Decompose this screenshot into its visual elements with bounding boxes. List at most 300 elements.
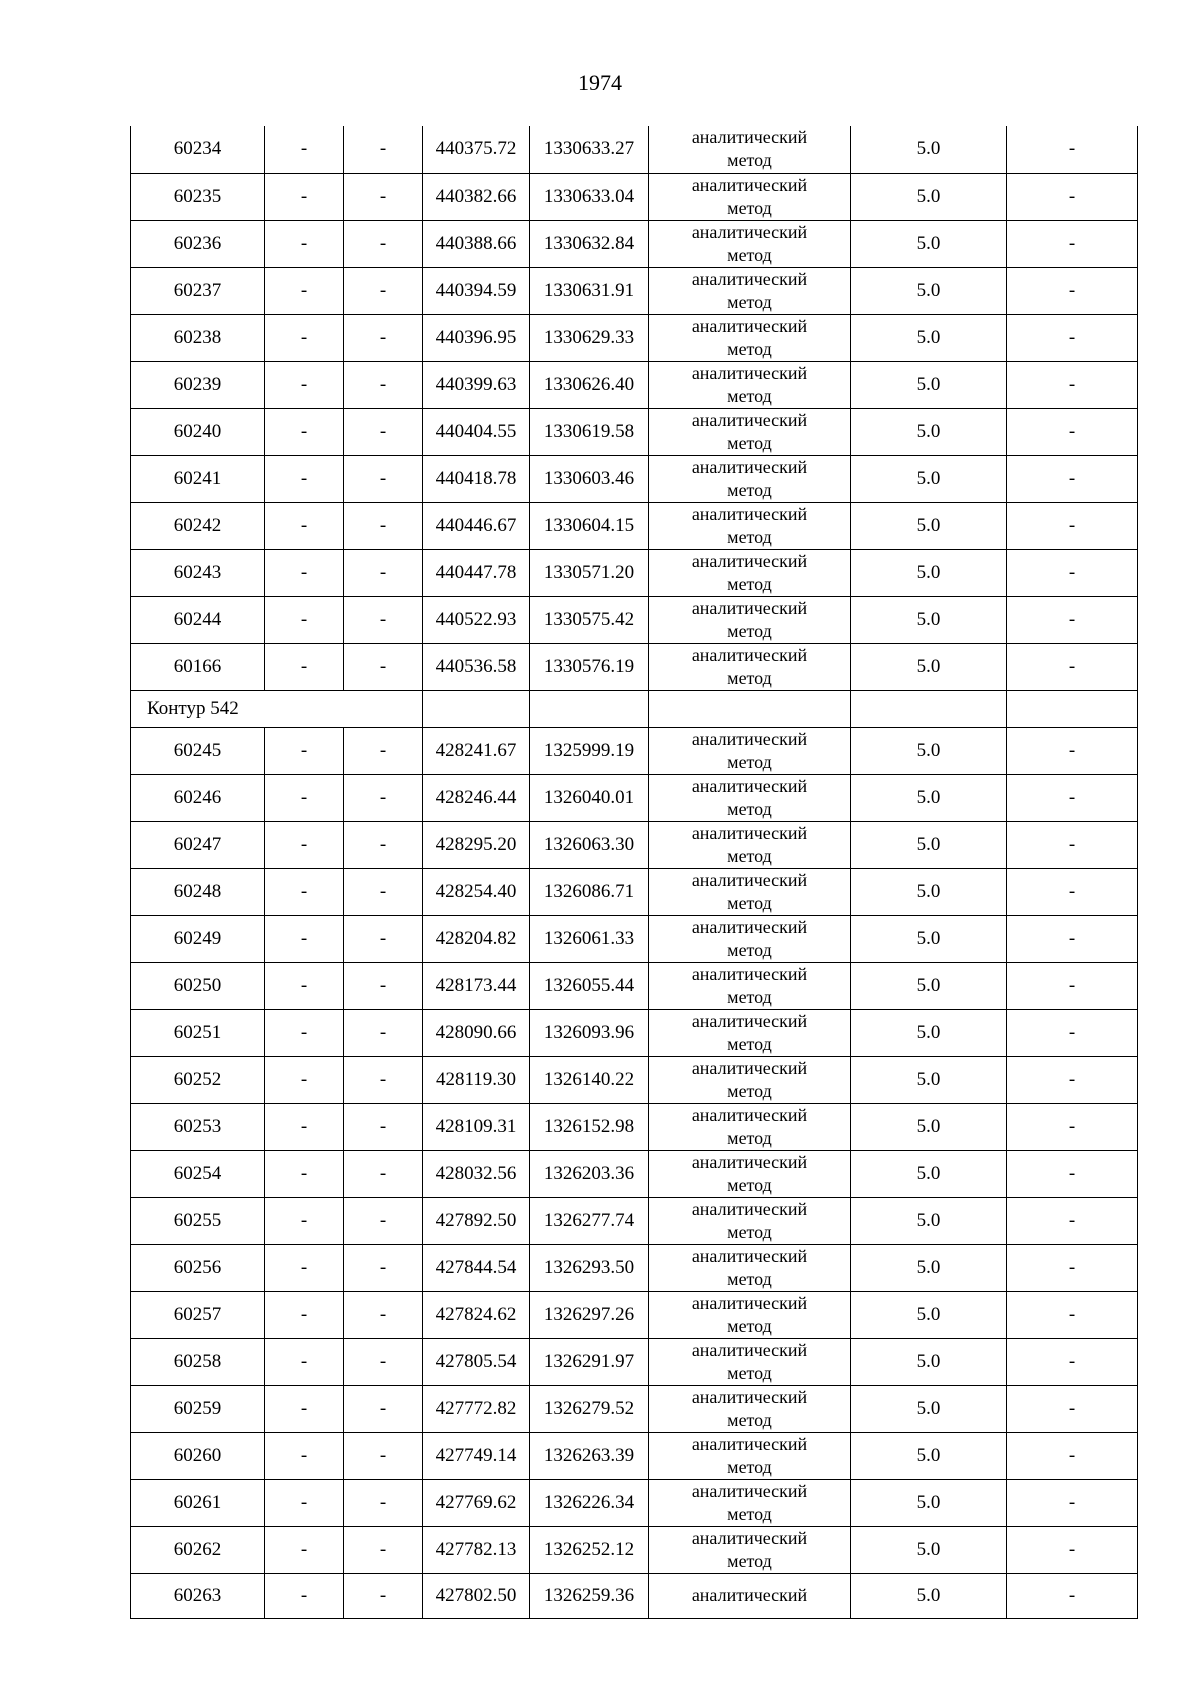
accuracy-cell: 5.0 bbox=[851, 1244, 1007, 1291]
dash-cell: - bbox=[265, 549, 344, 596]
dash-cell: - bbox=[1007, 549, 1138, 596]
method-line-1: аналитический bbox=[691, 1010, 808, 1031]
accuracy-cell: 5.0 bbox=[851, 126, 1007, 173]
table-row bbox=[131, 1526, 1138, 1573]
accuracy-cell: 5.0 bbox=[851, 408, 1007, 455]
accuracy-cell: 5.0 bbox=[851, 1197, 1007, 1244]
method-line-1: аналитический bbox=[691, 1057, 808, 1078]
dash-cell: - bbox=[1007, 267, 1138, 314]
x-coordinate-cell: 427844.54 bbox=[423, 1244, 530, 1291]
point-id-cell: 60254 bbox=[131, 1150, 265, 1197]
method-cell bbox=[649, 173, 851, 220]
dash-cell: - bbox=[344, 1056, 423, 1103]
method-cell bbox=[649, 774, 851, 821]
method-cell bbox=[649, 549, 851, 596]
dash-cell: - bbox=[265, 1432, 344, 1479]
accuracy-cell: 5.0 bbox=[851, 361, 1007, 408]
method-line-2: метод bbox=[727, 892, 772, 913]
method-cell bbox=[649, 1009, 851, 1056]
dash-cell: - bbox=[1007, 408, 1138, 455]
dash-cell: - bbox=[344, 1009, 423, 1056]
method-line-2: метод bbox=[727, 798, 772, 819]
table-row bbox=[131, 596, 1138, 643]
x-coordinate-cell: 428173.44 bbox=[423, 962, 530, 1009]
dash-cell: - bbox=[344, 915, 423, 962]
dash-cell: - bbox=[1007, 1432, 1138, 1479]
dash-cell: - bbox=[265, 502, 344, 549]
method-cell bbox=[649, 408, 851, 455]
dash-cell: - bbox=[344, 267, 423, 314]
method-cell bbox=[649, 1385, 851, 1432]
y-coordinate-cell: 1326063.30 bbox=[530, 821, 649, 868]
table-row bbox=[131, 502, 1138, 549]
method-line-2: метод bbox=[727, 197, 772, 218]
y-coordinate-cell: 1330619.58 bbox=[530, 408, 649, 455]
dash-cell: - bbox=[265, 1291, 344, 1338]
method-line-2: метод bbox=[727, 939, 772, 960]
method-cell bbox=[649, 727, 851, 774]
dash-cell: - bbox=[344, 643, 423, 690]
x-coordinate-cell: 428090.66 bbox=[423, 1009, 530, 1056]
method-cell bbox=[649, 1291, 851, 1338]
y-coordinate-cell: 1330631.91 bbox=[530, 267, 649, 314]
dash-cell: - bbox=[344, 596, 423, 643]
x-coordinate-cell: 428119.30 bbox=[423, 1056, 530, 1103]
point-id-cell: 60166 bbox=[131, 643, 265, 690]
dash-cell: - bbox=[344, 1291, 423, 1338]
y-coordinate-cell: 1326297.26 bbox=[530, 1291, 649, 1338]
dash-cell: - bbox=[1007, 868, 1138, 915]
method-line-2: метод bbox=[727, 291, 772, 312]
y-coordinate-cell: 1330575.42 bbox=[530, 596, 649, 643]
accuracy-cell: 5.0 bbox=[851, 1479, 1007, 1526]
method-line-2: метод bbox=[727, 150, 772, 171]
dash-cell: - bbox=[344, 727, 423, 774]
dash-cell: - bbox=[1007, 727, 1138, 774]
method-line-2: метод bbox=[727, 385, 772, 406]
dash-cell: - bbox=[1007, 455, 1138, 502]
method-cell bbox=[649, 1197, 851, 1244]
table-row bbox=[131, 361, 1138, 408]
accuracy-cell: 5.0 bbox=[851, 549, 1007, 596]
method-cell bbox=[649, 1103, 851, 1150]
empty-cell bbox=[423, 690, 530, 727]
contour-label: Контур 542 bbox=[131, 690, 423, 727]
method-line-1: аналитический bbox=[691, 869, 808, 890]
dash-cell: - bbox=[344, 126, 423, 173]
table-row bbox=[131, 962, 1138, 1009]
x-coordinate-cell: 428241.67 bbox=[423, 727, 530, 774]
dash-cell: - bbox=[265, 1338, 344, 1385]
accuracy-cell: 5.0 bbox=[851, 502, 1007, 549]
method-line-1: аналитический bbox=[691, 127, 808, 148]
method-line-2: метод bbox=[727, 244, 772, 265]
x-coordinate-cell: 427782.13 bbox=[423, 1526, 530, 1573]
table-row bbox=[131, 774, 1138, 821]
dash-cell: - bbox=[344, 1338, 423, 1385]
x-coordinate-cell: 428204.82 bbox=[423, 915, 530, 962]
method-line-1: аналитический bbox=[691, 1245, 808, 1266]
dash-cell: - bbox=[265, 962, 344, 1009]
dash-cell: - bbox=[265, 1197, 344, 1244]
accuracy-cell: 5.0 bbox=[851, 1385, 1007, 1432]
method-line-2: метод bbox=[727, 1127, 772, 1148]
method-cell bbox=[649, 596, 851, 643]
x-coordinate-cell: 427769.62 bbox=[423, 1479, 530, 1526]
method-line-1: аналитический bbox=[691, 963, 808, 984]
method-cell bbox=[649, 1432, 851, 1479]
empty-cell bbox=[851, 690, 1007, 727]
method-line-1: аналитический bbox=[691, 409, 808, 430]
dash-cell: - bbox=[344, 868, 423, 915]
method-line-2: метод bbox=[727, 479, 772, 500]
dash-cell: - bbox=[344, 361, 423, 408]
y-coordinate-cell: 1326252.12 bbox=[530, 1526, 649, 1573]
table-row bbox=[131, 408, 1138, 455]
point-id-cell: 60235 bbox=[131, 173, 265, 220]
x-coordinate-cell: 440418.78 bbox=[423, 455, 530, 502]
x-coordinate-cell: 440536.58 bbox=[423, 643, 530, 690]
accuracy-cell: 5.0 bbox=[851, 173, 1007, 220]
dash-cell: - bbox=[1007, 1056, 1138, 1103]
point-id-cell: 60248 bbox=[131, 868, 265, 915]
dash-cell: - bbox=[1007, 502, 1138, 549]
accuracy-cell: 5.0 bbox=[851, 774, 1007, 821]
point-id-cell: 60246 bbox=[131, 774, 265, 821]
accuracy-cell: 5.0 bbox=[851, 821, 1007, 868]
point-id-cell: 60241 bbox=[131, 455, 265, 502]
dash-cell: - bbox=[1007, 915, 1138, 962]
method-line-2: метод bbox=[727, 1315, 772, 1336]
accuracy-cell: 5.0 bbox=[851, 596, 1007, 643]
accuracy-cell: 5.0 bbox=[851, 727, 1007, 774]
y-coordinate-cell: 1326152.98 bbox=[530, 1103, 649, 1150]
method-line-2: метод bbox=[727, 526, 772, 547]
method-line-2: метод bbox=[727, 1221, 772, 1242]
table-row bbox=[131, 1338, 1138, 1385]
x-coordinate-cell: 428032.56 bbox=[423, 1150, 530, 1197]
dash-cell: - bbox=[344, 962, 423, 1009]
page-number: 1974 bbox=[578, 70, 622, 95]
dash-cell: - bbox=[1007, 962, 1138, 1009]
dash-cell: - bbox=[1007, 1197, 1138, 1244]
dash-cell: - bbox=[265, 314, 344, 361]
dash-cell: - bbox=[1007, 1244, 1138, 1291]
point-id-cell: 60253 bbox=[131, 1103, 265, 1150]
method-line-2: метод bbox=[727, 1080, 772, 1101]
table-row bbox=[131, 1009, 1138, 1056]
x-coordinate-cell: 440522.93 bbox=[423, 596, 530, 643]
method-line-2: метод bbox=[727, 751, 772, 772]
method-line-1: аналитический bbox=[691, 1527, 808, 1548]
y-coordinate-cell: 1326259.36 bbox=[530, 1573, 649, 1618]
dash-cell: - bbox=[1007, 126, 1138, 173]
y-coordinate-cell: 1326055.44 bbox=[530, 962, 649, 1009]
x-coordinate-cell: 428109.31 bbox=[423, 1103, 530, 1150]
y-coordinate-cell: 1330604.15 bbox=[530, 502, 649, 549]
table-row bbox=[131, 1150, 1138, 1197]
method-line-1: аналитический bbox=[691, 775, 808, 796]
dash-cell: - bbox=[344, 1432, 423, 1479]
table-row bbox=[131, 868, 1138, 915]
empty-cell bbox=[1007, 690, 1138, 727]
point-id-cell: 60255 bbox=[131, 1197, 265, 1244]
accuracy-cell: 5.0 bbox=[851, 915, 1007, 962]
y-coordinate-cell: 1330632.84 bbox=[530, 220, 649, 267]
method-line-2: метод bbox=[727, 573, 772, 594]
method-cell bbox=[649, 1479, 851, 1526]
point-id-cell: 60249 bbox=[131, 915, 265, 962]
method-line-2: метод bbox=[727, 1362, 772, 1383]
point-id-cell: 60260 bbox=[131, 1432, 265, 1479]
table-row bbox=[131, 455, 1138, 502]
dash-cell: - bbox=[265, 1103, 344, 1150]
dash-cell: - bbox=[1007, 1338, 1138, 1385]
table-row bbox=[131, 220, 1138, 267]
table-row bbox=[131, 1244, 1138, 1291]
method-cell bbox=[649, 821, 851, 868]
point-id-cell: 60250 bbox=[131, 962, 265, 1009]
method-line-1: аналитический bbox=[691, 1151, 808, 1172]
y-coordinate-cell: 1326279.52 bbox=[530, 1385, 649, 1432]
table-row bbox=[131, 267, 1138, 314]
method-line-1: аналитический bbox=[691, 362, 808, 383]
x-coordinate-cell: 427824.62 bbox=[423, 1291, 530, 1338]
dash-cell: - bbox=[265, 455, 344, 502]
point-id-cell: 60243 bbox=[131, 549, 265, 596]
method-line-2: метод bbox=[727, 620, 772, 641]
dash-cell: - bbox=[1007, 220, 1138, 267]
dash-cell: - bbox=[265, 727, 344, 774]
point-id-cell: 60240 bbox=[131, 408, 265, 455]
method-cell bbox=[649, 1056, 851, 1103]
table-row bbox=[131, 1103, 1138, 1150]
dash-cell: - bbox=[1007, 1479, 1138, 1526]
method-line-1: аналитический bbox=[691, 1104, 808, 1125]
table-body bbox=[131, 126, 1138, 1618]
dash-cell: - bbox=[265, 126, 344, 173]
x-coordinate-cell: 427802.50 bbox=[423, 1573, 530, 1618]
table-row bbox=[131, 1291, 1138, 1338]
method-line-1: аналитический bbox=[691, 1585, 808, 1605]
method-line-1: аналитический bbox=[691, 916, 808, 937]
method-line-1: аналитический bbox=[691, 1433, 808, 1454]
y-coordinate-cell: 1330603.46 bbox=[530, 455, 649, 502]
x-coordinate-cell: 440404.55 bbox=[423, 408, 530, 455]
table-row bbox=[131, 1385, 1138, 1432]
method-cell bbox=[649, 220, 851, 267]
dash-cell: - bbox=[344, 1526, 423, 1573]
dash-cell: - bbox=[1007, 314, 1138, 361]
method-line-2: метод bbox=[727, 1268, 772, 1289]
y-coordinate-cell: 1326203.36 bbox=[530, 1150, 649, 1197]
dash-cell: - bbox=[265, 774, 344, 821]
dash-cell: - bbox=[1007, 1291, 1138, 1338]
point-id-cell: 60256 bbox=[131, 1244, 265, 1291]
x-coordinate-cell: 427749.14 bbox=[423, 1432, 530, 1479]
accuracy-cell: 5.0 bbox=[851, 455, 1007, 502]
y-coordinate-cell: 1326140.22 bbox=[530, 1056, 649, 1103]
x-coordinate-cell: 440394.59 bbox=[423, 267, 530, 314]
y-coordinate-cell: 1326040.01 bbox=[530, 774, 649, 821]
table-row bbox=[131, 1479, 1138, 1526]
method-cell bbox=[649, 314, 851, 361]
method-cell bbox=[649, 1526, 851, 1573]
empty-cell bbox=[530, 690, 649, 727]
method-line-2: метод bbox=[727, 1550, 772, 1571]
dash-cell: - bbox=[1007, 1385, 1138, 1432]
accuracy-cell: 5.0 bbox=[851, 314, 1007, 361]
point-id-cell: 60257 bbox=[131, 1291, 265, 1338]
method-line-1: аналитический bbox=[691, 503, 808, 524]
method-line-1: аналитический bbox=[691, 1386, 808, 1407]
y-coordinate-cell: 1326277.74 bbox=[530, 1197, 649, 1244]
accuracy-cell: 5.0 bbox=[851, 1291, 1007, 1338]
table-row bbox=[131, 643, 1138, 690]
method-cell bbox=[649, 915, 851, 962]
dash-cell: - bbox=[265, 1244, 344, 1291]
method-line-1: аналитический bbox=[691, 221, 808, 242]
x-coordinate-cell: 440388.66 bbox=[423, 220, 530, 267]
x-coordinate-cell: 427892.50 bbox=[423, 1197, 530, 1244]
dash-cell: - bbox=[265, 1573, 344, 1618]
dash-cell: - bbox=[265, 1526, 344, 1573]
y-coordinate-cell: 1326226.34 bbox=[530, 1479, 649, 1526]
point-id-cell: 60261 bbox=[131, 1479, 265, 1526]
method-line-2: метод bbox=[727, 845, 772, 866]
dash-cell: - bbox=[344, 549, 423, 596]
dash-cell: - bbox=[265, 173, 344, 220]
y-coordinate-cell: 1326293.50 bbox=[530, 1244, 649, 1291]
x-coordinate-cell: 427772.82 bbox=[423, 1385, 530, 1432]
dash-cell: - bbox=[265, 1385, 344, 1432]
dash-cell: - bbox=[344, 1103, 423, 1150]
dash-cell: - bbox=[344, 502, 423, 549]
table-row bbox=[131, 549, 1138, 596]
point-id-cell: 60247 bbox=[131, 821, 265, 868]
y-coordinate-cell: 1330629.33 bbox=[530, 314, 649, 361]
method-line-2: метод bbox=[727, 1033, 772, 1054]
method-line-2: метод bbox=[727, 986, 772, 1007]
table-row bbox=[131, 126, 1138, 173]
point-id-cell: 60252 bbox=[131, 1056, 265, 1103]
table-row bbox=[131, 915, 1138, 962]
dash-cell: - bbox=[344, 1573, 423, 1618]
dash-cell: - bbox=[265, 220, 344, 267]
y-coordinate-cell: 1326093.96 bbox=[530, 1009, 649, 1056]
x-coordinate-cell: 428295.20 bbox=[423, 821, 530, 868]
method-line-1: аналитический bbox=[691, 1339, 808, 1360]
accuracy-cell: 5.0 bbox=[851, 962, 1007, 1009]
dash-cell: - bbox=[265, 408, 344, 455]
point-id-cell: 60263 bbox=[131, 1573, 265, 1618]
point-id-cell: 60245 bbox=[131, 727, 265, 774]
method-cell bbox=[649, 267, 851, 314]
dash-cell: - bbox=[1007, 596, 1138, 643]
point-id-cell: 60237 bbox=[131, 267, 265, 314]
table-row bbox=[131, 1432, 1138, 1479]
accuracy-cell: 5.0 bbox=[851, 643, 1007, 690]
x-coordinate-cell: 440446.67 bbox=[423, 502, 530, 549]
y-coordinate-cell: 1330626.40 bbox=[530, 361, 649, 408]
method-cell bbox=[649, 126, 851, 173]
x-coordinate-cell: 440399.63 bbox=[423, 361, 530, 408]
x-coordinate-cell: 427805.54 bbox=[423, 1338, 530, 1385]
dash-cell: - bbox=[1007, 1009, 1138, 1056]
dash-cell: - bbox=[265, 1009, 344, 1056]
method-line-2: метод bbox=[727, 1456, 772, 1477]
dash-cell: - bbox=[1007, 173, 1138, 220]
accuracy-cell: 5.0 bbox=[851, 267, 1007, 314]
method-line-1: аналитический bbox=[691, 268, 808, 289]
table-row bbox=[131, 1056, 1138, 1103]
table-row bbox=[131, 727, 1138, 774]
contour-header-row bbox=[131, 690, 1138, 727]
y-coordinate-cell: 1330576.19 bbox=[530, 643, 649, 690]
y-coordinate-cell: 1326061.33 bbox=[530, 915, 649, 962]
dash-cell: - bbox=[1007, 774, 1138, 821]
method-line-1: аналитический bbox=[691, 1292, 808, 1313]
dash-cell: - bbox=[344, 1197, 423, 1244]
x-coordinate-cell: 428246.44 bbox=[423, 774, 530, 821]
dash-cell: - bbox=[344, 173, 423, 220]
dash-cell: - bbox=[344, 220, 423, 267]
accuracy-cell: 5.0 bbox=[851, 1103, 1007, 1150]
point-id-cell: 60244 bbox=[131, 596, 265, 643]
dash-cell: - bbox=[265, 1056, 344, 1103]
x-coordinate-cell: 440396.95 bbox=[423, 314, 530, 361]
method-cell bbox=[649, 361, 851, 408]
y-coordinate-cell: 1326086.71 bbox=[530, 868, 649, 915]
dash-cell: - bbox=[344, 314, 423, 361]
method-cell bbox=[649, 1573, 851, 1618]
dash-cell: - bbox=[1007, 643, 1138, 690]
accuracy-cell: 5.0 bbox=[851, 868, 1007, 915]
method-line-1: аналитический bbox=[691, 728, 808, 749]
accuracy-cell: 5.0 bbox=[851, 1009, 1007, 1056]
method-line-1: аналитический bbox=[691, 597, 808, 618]
method-cell bbox=[649, 962, 851, 1009]
dash-cell: - bbox=[344, 774, 423, 821]
dash-cell: - bbox=[344, 408, 423, 455]
accuracy-cell: 5.0 bbox=[851, 1526, 1007, 1573]
point-id-cell: 60238 bbox=[131, 314, 265, 361]
method-line-1: аналитический bbox=[691, 822, 808, 843]
accuracy-cell: 5.0 bbox=[851, 1338, 1007, 1385]
point-id-cell: 60251 bbox=[131, 1009, 265, 1056]
dash-cell: - bbox=[265, 821, 344, 868]
dash-cell: - bbox=[265, 915, 344, 962]
accuracy-cell: 5.0 bbox=[851, 220, 1007, 267]
method-line-2: метод bbox=[727, 338, 772, 359]
empty-cell bbox=[649, 690, 851, 727]
y-coordinate-cell: 1326291.97 bbox=[530, 1338, 649, 1385]
point-id-cell: 60242 bbox=[131, 502, 265, 549]
dash-cell: - bbox=[1007, 1526, 1138, 1573]
point-id-cell: 60234 bbox=[131, 126, 265, 173]
method-line-1: аналитический bbox=[691, 1198, 808, 1219]
method-line-1: аналитический bbox=[691, 174, 808, 195]
dash-cell: - bbox=[265, 643, 344, 690]
dash-cell: - bbox=[265, 1150, 344, 1197]
dash-cell: - bbox=[344, 821, 423, 868]
method-line-2: метод bbox=[727, 1409, 772, 1430]
accuracy-cell: 5.0 bbox=[851, 1573, 1007, 1618]
dash-cell: - bbox=[1007, 821, 1138, 868]
method-cell bbox=[649, 1150, 851, 1197]
y-coordinate-cell: 1330633.04 bbox=[530, 173, 649, 220]
point-id-cell: 60258 bbox=[131, 1338, 265, 1385]
